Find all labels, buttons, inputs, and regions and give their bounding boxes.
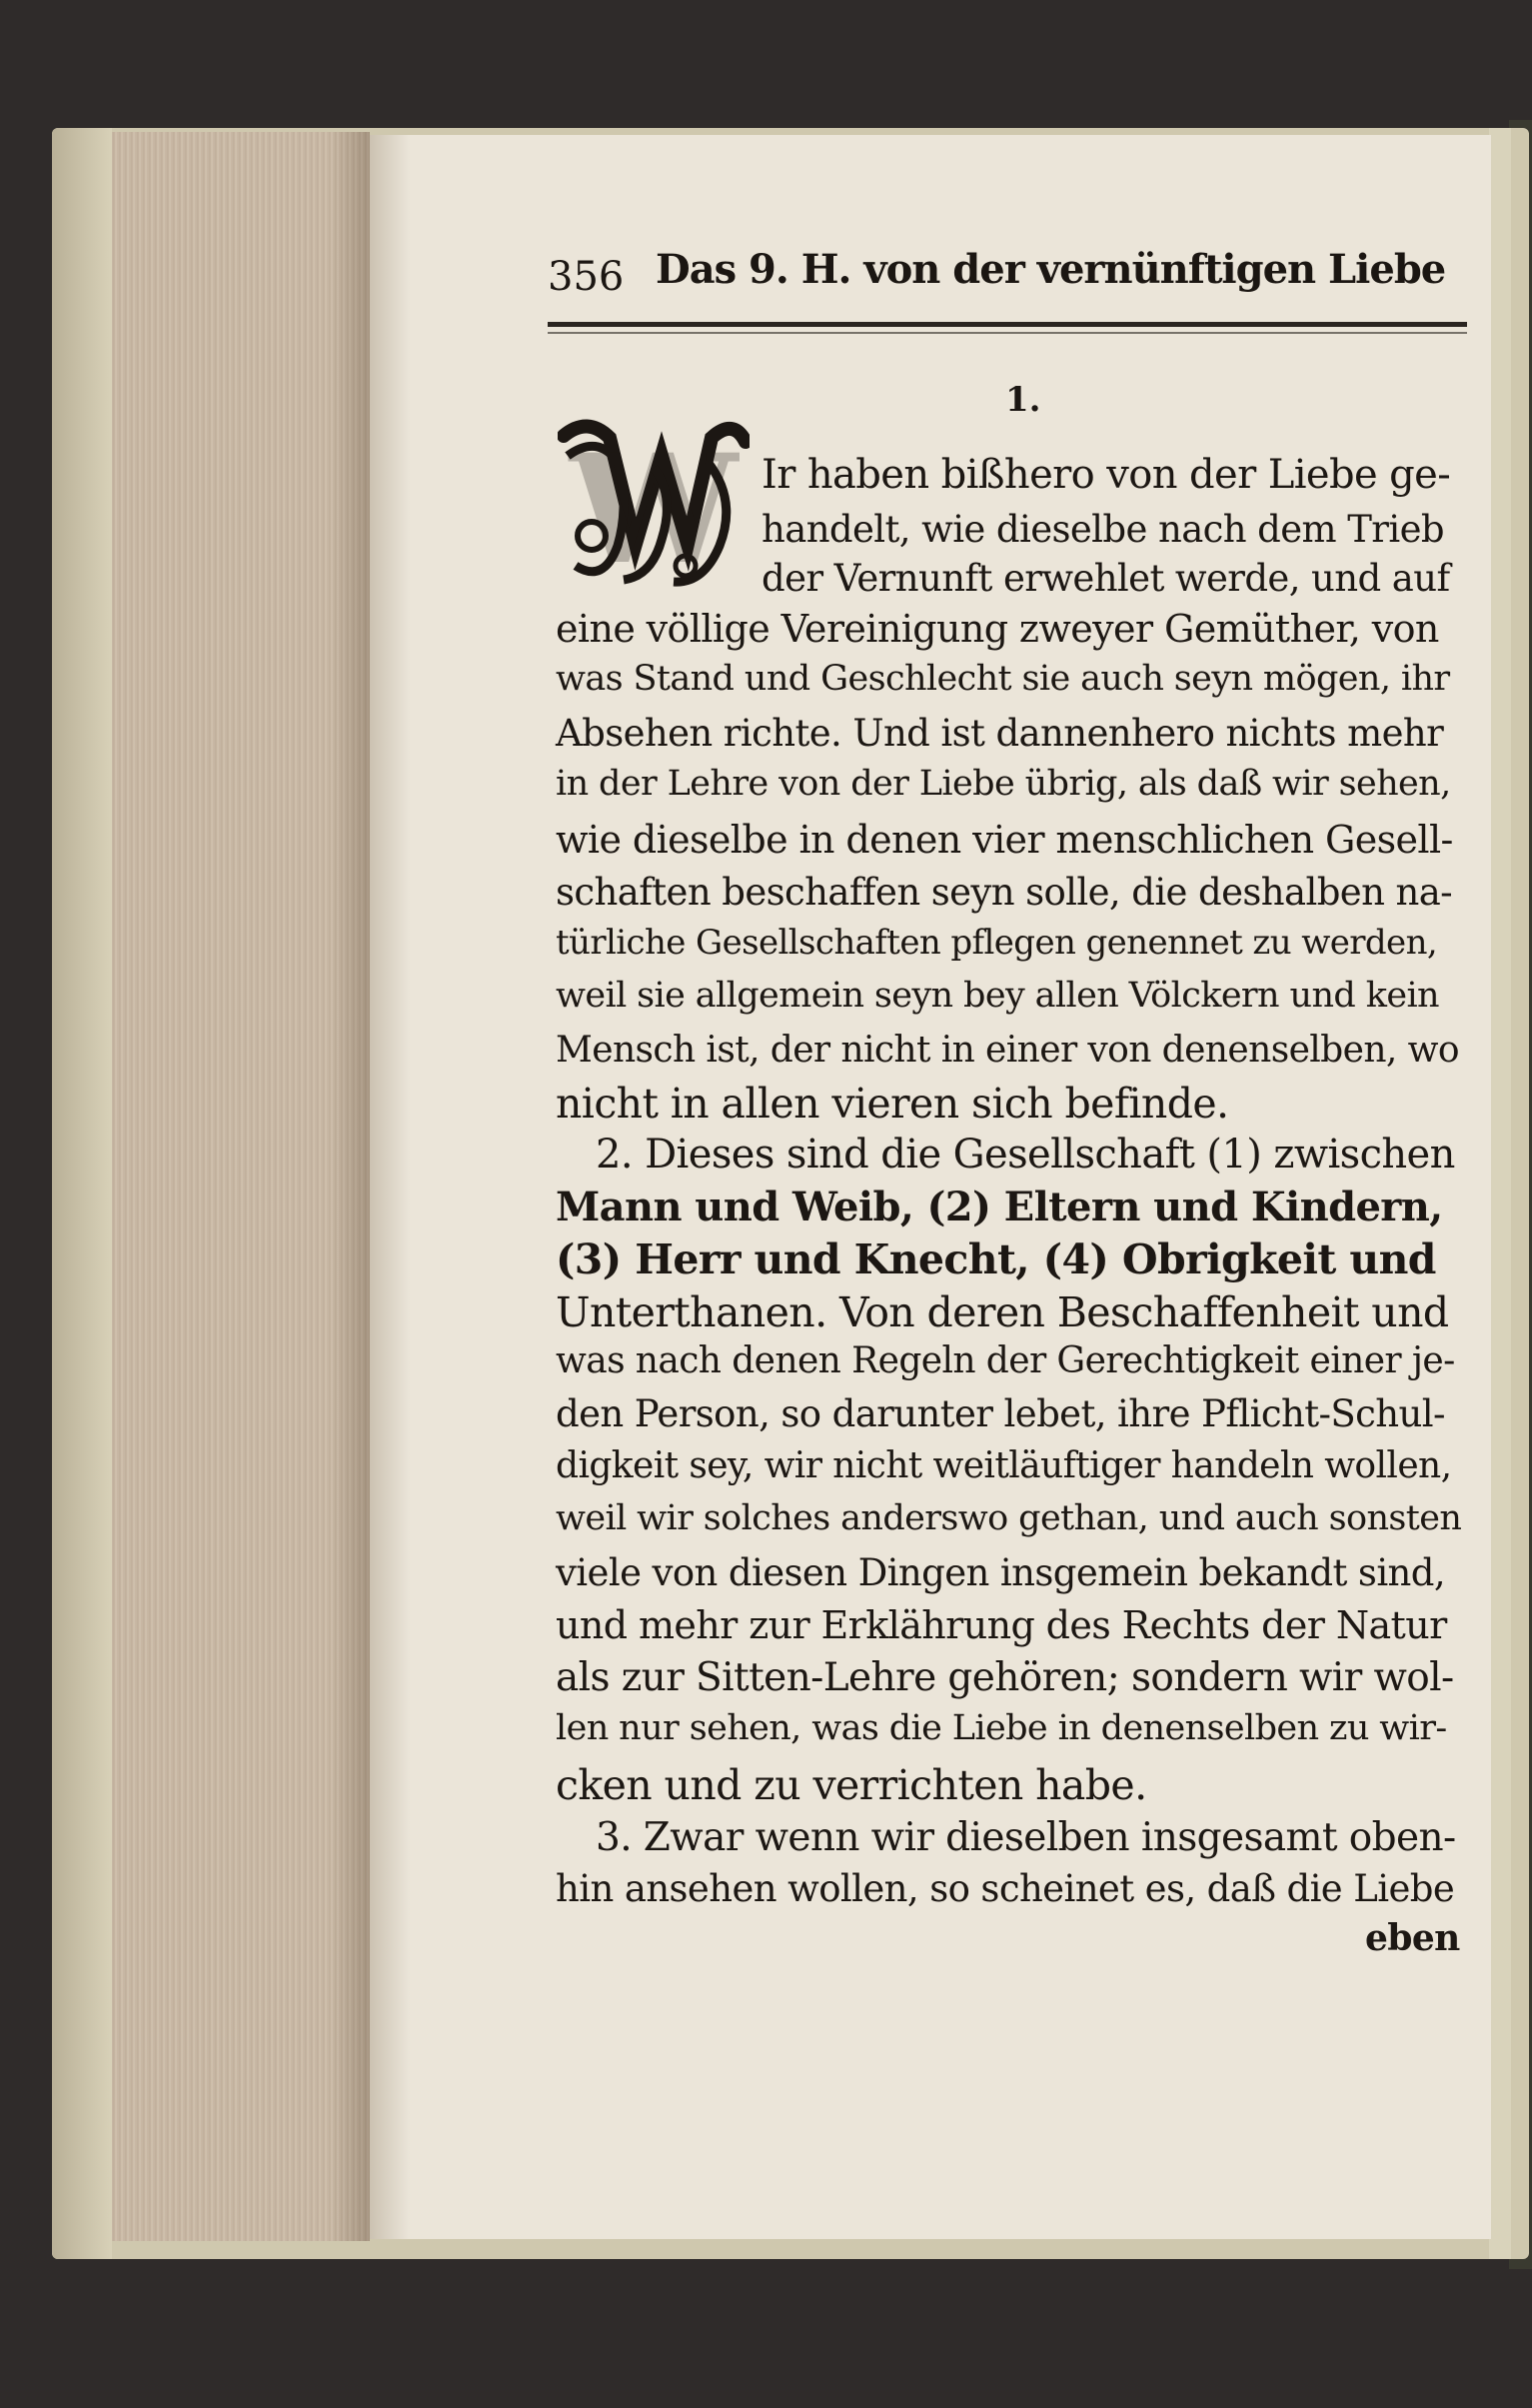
text-line: weil sie allgemein seyn bey allen Völckern und kein [556, 976, 1439, 1016]
text-line: Ir haben bißhero von der Liebe ge- [762, 452, 1451, 498]
text-line: 3. Zwar wenn wir dieselben insgesamt oben- [596, 1815, 1456, 1860]
text-line: nicht in allen vieren sich befinde. [556, 1080, 1229, 1128]
text-line: 2. Dieses sind die Gesellschaft (1) zwischen [596, 1132, 1455, 1178]
text-line: türliche Gesellschaften pflegen genennet zu werden, [556, 923, 1438, 963]
text-line: was nach denen Regeln der Gerechtigkeit einer je- [556, 1340, 1455, 1381]
text-line: Mann und Weib, (2) Eltern und Kindern, [556, 1184, 1443, 1230]
page-gutter-shadow [370, 135, 410, 2239]
initial-letter: W [569, 422, 739, 592]
section-number: 1. [1005, 380, 1041, 420]
text-line: eine völlige Vereinigung zweyer Gemüther, von [556, 607, 1439, 651]
text-line: viele von diesen Dingen insgemein bekandt sind, [556, 1551, 1446, 1594]
text-line: len nur sehen, was die Liebe in denenselben zu wir- [556, 1708, 1447, 1748]
text-line: den Person, so darunter lebet, ihre Pflicht-Schul- [556, 1392, 1445, 1435]
text-line: handelt, wie dieselbe nach dem Trieb [762, 508, 1444, 551]
initial-w-ornament [558, 416, 750, 592]
text-line: (3) Herr und Knecht, (4) Obrigkeit und [556, 1235, 1436, 1283]
text-line: cken und zu verrichten habe. [556, 1761, 1147, 1809]
text-line: Unterthanen. Von deren Beschaffenheit und [556, 1288, 1449, 1336]
text-line: Mensch ist, der nicht in einer von denenselben, wo [556, 1030, 1459, 1071]
text-line: wie dieselbe in denen vier menschlichen Gesell- [556, 818, 1453, 862]
header-rule [548, 322, 1467, 327]
text-line: weil wir solches anderswo gethan, und auch sonsten [556, 1498, 1462, 1538]
running-header [548, 246, 1452, 306]
text-line: und mehr zur Erklährung des Rechts der Natur [556, 1603, 1447, 1647]
running-title: Das 9. H. von der vernünftigen Liebe [656, 246, 1446, 293]
header-rule-thin [548, 332, 1467, 334]
decorated-initial-w [558, 416, 750, 592]
catchword: eben [1365, 1917, 1460, 1959]
text-line: Absehen richte. Und ist dannenhero nichts mehr [556, 712, 1444, 755]
spine-strip [1489, 128, 1511, 2259]
text-line: digkeit sey, wir nicht weitläuftiger handeln wollen, [556, 1445, 1452, 1486]
page-block-shadow [330, 132, 370, 2241]
text-line: der Vernunft erwehlet werde, und auf [762, 557, 1450, 600]
text-line: in der Lehre von der Liebe übrig, als daß wir sehen, [556, 764, 1451, 804]
text-line: schaften beschaffen seyn solle, die deshalben na- [556, 871, 1453, 914]
cover-edge [52, 128, 112, 2259]
text-line: hin ansehen wollen, so scheinet es, daß die Liebe [556, 1867, 1455, 1910]
page-number: 356 [548, 254, 625, 300]
text-line: was Stand und Geschlecht sie auch seyn mögen, ihr [556, 659, 1450, 699]
text-line: als zur Sitten-Lehre gehören; sondern wir wol- [556, 1655, 1454, 1700]
